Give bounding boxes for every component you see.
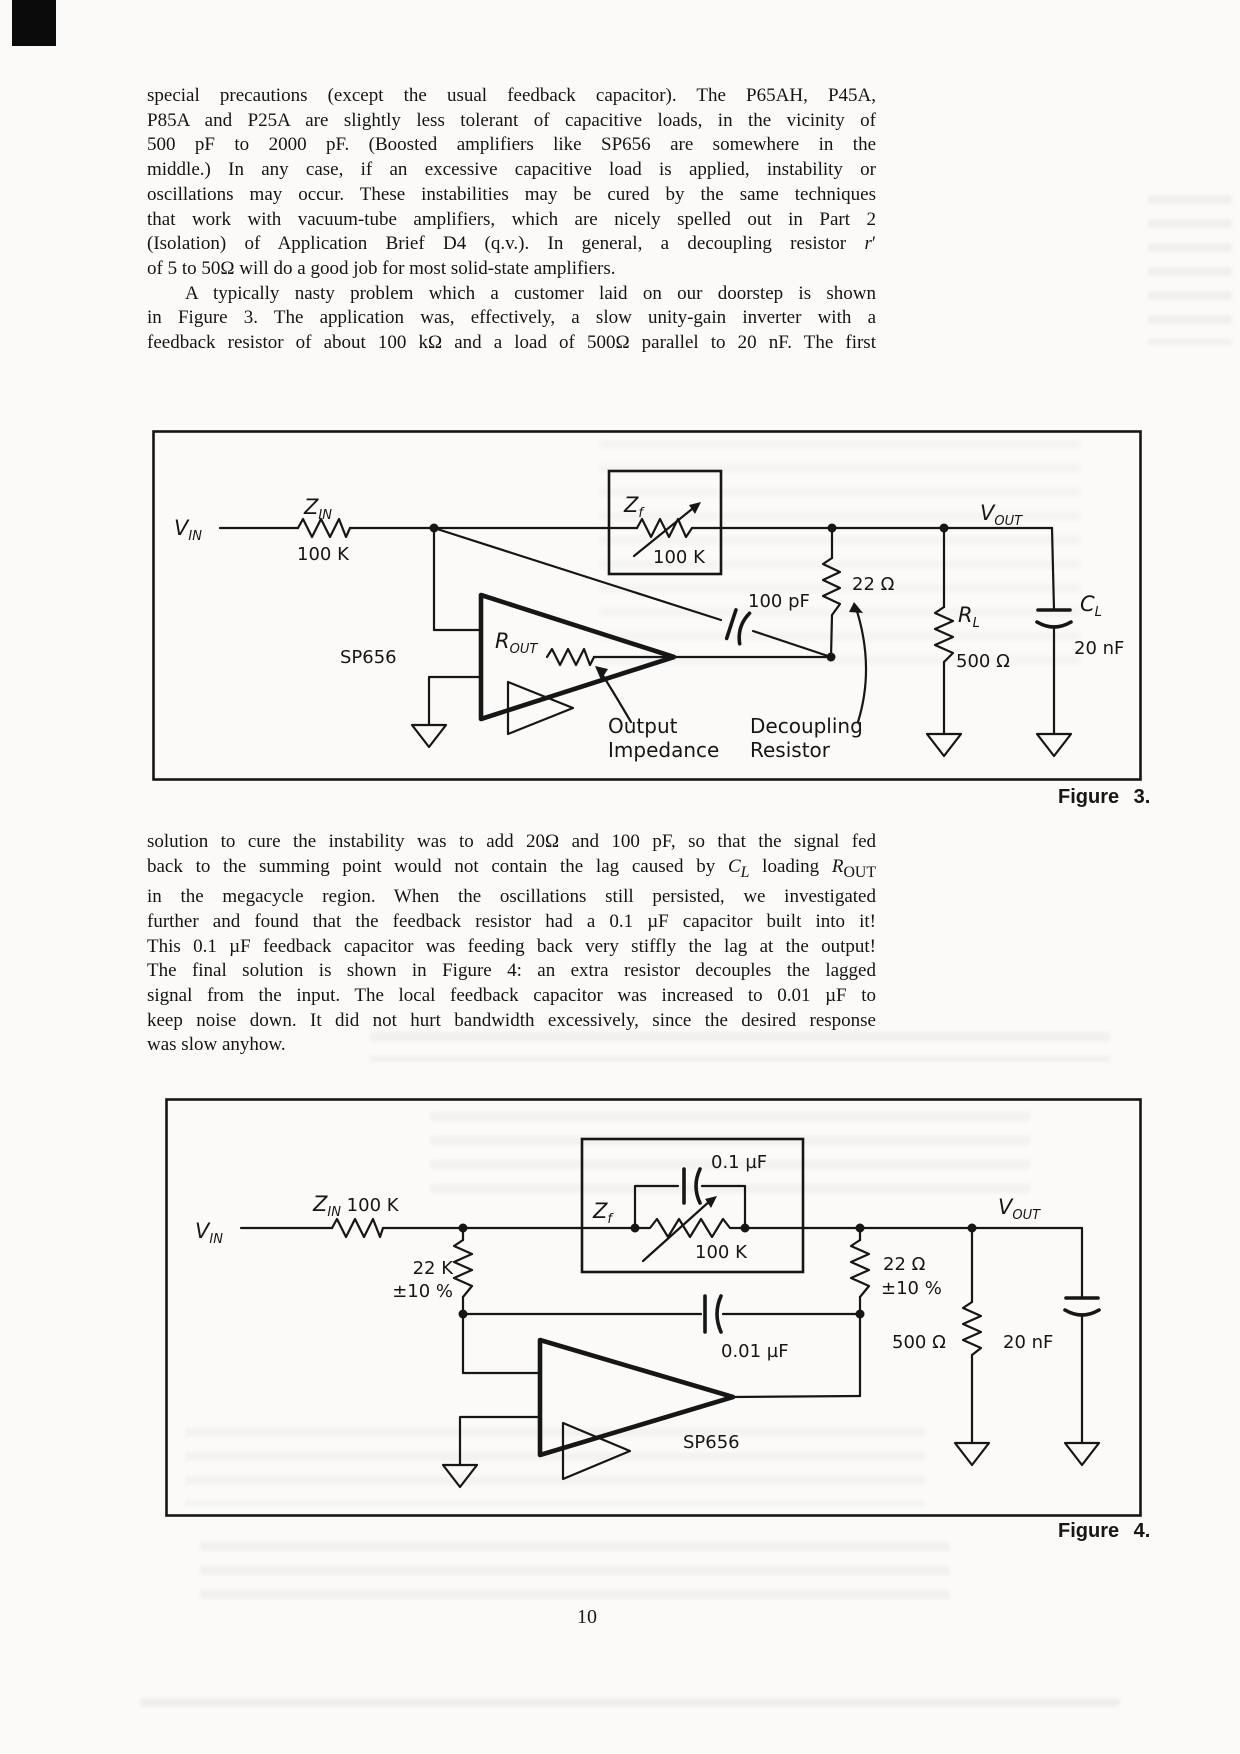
fig4-load-value: 500 Ω bbox=[892, 1332, 946, 1353]
text-line: middle.) In any case, if an excessive capacitive load is applied, instability or bbox=[147, 159, 876, 181]
fig3-zf-network bbox=[609, 471, 721, 574]
fig3-zf-resistor bbox=[637, 519, 692, 537]
text-line: of 5 to 50Ω will do a good job for most solid-state amplifiers. bbox=[147, 257, 616, 279]
fig3-feedback-cap-value: 100 pF bbox=[748, 591, 810, 612]
fig4-decoupling-resistor bbox=[851, 1224, 942, 1315]
text-line: 500 pF to 2000 pF. (Boosted amplifiers like SP656 are somewhere in the bbox=[147, 134, 876, 156]
fig3-rout-label: $R_{OUT}$ bbox=[495, 629, 538, 657]
text-line: back to the summing point would not contain the lag caused by $C_L$ loading $R_{OUT}$ bbox=[147, 855, 876, 881]
fig3-rl-label: $R_L$ bbox=[958, 603, 980, 631]
svg-text:Decoupling: Decoupling bbox=[750, 714, 863, 738]
fig3-ground-symbol bbox=[412, 725, 446, 747]
fig3-annotation-arrow bbox=[856, 608, 866, 722]
fig3-ground-symbol bbox=[927, 734, 961, 756]
text-line: further and found that the feedback resistor had a 0.1 µF capacitor built into it! bbox=[147, 910, 876, 932]
text-line: keep noise down. It did not hurt bandwidth excessively, since the desired response bbox=[147, 1009, 876, 1031]
fig3-rout-resistor bbox=[547, 649, 594, 665]
svg-text:Impedance: Impedance bbox=[608, 738, 720, 762]
fig3-vout-label: $V_{OUT}$ bbox=[980, 501, 1023, 529]
body-paragraph-1 bbox=[147, 84, 876, 356]
fig4-zf-cap-value: 0.1 µF bbox=[711, 1152, 768, 1173]
text-line: signal from the input. The local feedback capacitor was increased to 0.01 µF to bbox=[147, 985, 876, 1007]
fig3-cl-label: $C_L$ bbox=[1080, 592, 1102, 620]
fig4-divider-resistor bbox=[392, 1224, 472, 1315]
fig3-decoupling-annotation bbox=[750, 602, 866, 762]
text-line: oscillations may occur. These instabilities may be cured by the same techniques bbox=[147, 183, 876, 205]
text-line: solution to cure the instability was to add 20Ω and 100 pF, so that the signal fed bbox=[147, 831, 876, 852]
fig4-vout-label: $V_{OUT}$ bbox=[998, 1195, 1041, 1223]
fig4-ground-symbol bbox=[1065, 1443, 1099, 1465]
fig4-zin-label: $Z_{IN}$ 100 K bbox=[313, 1192, 399, 1220]
bleed-through-artifact bbox=[140, 1698, 1120, 1712]
fig3-amp-name: SP656 bbox=[340, 647, 397, 668]
bleed-through-artifact bbox=[1148, 195, 1232, 345]
fig3-zf-value: 100 K bbox=[653, 547, 705, 568]
text-line: A typically nasty problem which a customer laid on our doorstep is shown bbox=[185, 282, 876, 304]
text-line: The final solution is shown in Figure 4: an extra resistor decouples the lagged bbox=[147, 960, 876, 982]
text-line: was slow anyhow. bbox=[147, 1034, 286, 1056]
fig3-zin-label: $Z_{IN}$ bbox=[304, 495, 332, 523]
fig4-zf-value: 100 K bbox=[695, 1242, 747, 1263]
text-line: P85A and P25A are slightly less tolerant of capacitive loads, in the vicinity of bbox=[147, 109, 876, 131]
fig4-local-feedback-branch bbox=[459, 1296, 861, 1362]
fig4-zf-capacitor bbox=[635, 1152, 767, 1228]
figure4-circuit-diagram bbox=[165, 1098, 1142, 1517]
text-line: special precautions (except the usual feedback capacitor). The P65AH, P45A, bbox=[147, 85, 876, 106]
fig4-divider-tolerance: ±10 % bbox=[392, 1281, 453, 1302]
fig4-ground-input bbox=[443, 1417, 540, 1487]
fig3-load-capacitor bbox=[1037, 528, 1124, 756]
figure3-circuit-diagram bbox=[152, 430, 1142, 781]
fig3-output-impedance-annotation bbox=[595, 666, 719, 762]
svg-text:Output: Output bbox=[608, 714, 678, 738]
fig3-vin-label: $V_{IN}$ bbox=[174, 516, 202, 544]
fig4-amp-name: SP656 bbox=[683, 1432, 740, 1453]
fig4-local-cap-value: 0.01 µF bbox=[721, 1341, 789, 1362]
fig4-cl-value: 20 nF bbox=[1003, 1332, 1054, 1353]
fig4-zf-network bbox=[582, 1139, 803, 1272]
text-line: that work with vacuum-tube amplifiers, which are nicely spelled out in Part 2 bbox=[147, 208, 876, 230]
fig3-decoupling-resistor bbox=[823, 524, 895, 658]
fig4-zin-resistor bbox=[332, 1219, 383, 1237]
fig4-decoupling-value: 22 Ω bbox=[883, 1254, 926, 1275]
scan-corner-mark bbox=[12, 0, 56, 46]
fig4-load-capacitor bbox=[1003, 1228, 1099, 1465]
fig4-zf-box bbox=[582, 1139, 803, 1272]
fig3-ground-symbol bbox=[1037, 734, 1071, 756]
figure4-border bbox=[167, 1100, 1141, 1516]
fig3-zf-label: $Z_f$ bbox=[624, 493, 643, 521]
fig4-zf-resistor bbox=[635, 1219, 745, 1237]
svg-text:Resistor: Resistor bbox=[750, 738, 830, 762]
fig3-feedback-capacitor-branch bbox=[434, 528, 831, 657]
page-number: 10 bbox=[577, 1606, 597, 1628]
fig4-amp-input-wire bbox=[463, 1314, 540, 1373]
fig4-divider-value: 22 K bbox=[412, 1258, 453, 1279]
fig3-zin-value: 100 K bbox=[297, 544, 349, 565]
text-line: (Isolation) of Application Brief D4 (q.v.). In general, a decoupling resistor r′ bbox=[147, 233, 876, 255]
fig3-cl-value: 20 nF bbox=[1074, 638, 1125, 659]
text-line: feedback resistor of about 100 kΩ and a load of 500Ω parallel to 20 nF. The first bbox=[147, 332, 876, 354]
fig3-rl-value: 500 Ω bbox=[956, 651, 1010, 672]
text-line: This 0.1 µF feedback capacitor was feeding back very stiffly the lag at the output! bbox=[147, 935, 876, 957]
fig3-load-resistor bbox=[927, 528, 1010, 756]
fig3-amp-input-wire bbox=[434, 528, 481, 630]
text-line: in Figure 3. The application was, effectively, a slow unity-gain inverter with a bbox=[147, 307, 876, 329]
fig3-decoupling-resistor-value: 22 Ω bbox=[852, 574, 895, 595]
text-line: in the megacycle region. When the oscillations still persisted, we investigated bbox=[147, 886, 876, 908]
figure3-caption: Figure 3. bbox=[1058, 786, 1151, 808]
fig4-vin-label: $V_{IN}$ bbox=[195, 1219, 223, 1247]
body-paragraph-2 bbox=[147, 830, 876, 1058]
fig4-ground-symbol bbox=[955, 1443, 989, 1465]
fig3-ground-input bbox=[412, 677, 481, 747]
fig4-zf-label: $Z_f$ bbox=[593, 1199, 612, 1227]
fig4-ground-symbol bbox=[443, 1465, 477, 1487]
figure4-caption: Figure 4. bbox=[1058, 1520, 1151, 1542]
bleed-through-artifact bbox=[200, 1542, 950, 1604]
fig4-decoupling-tolerance: ±10 % bbox=[881, 1278, 942, 1299]
fig4-amplifier bbox=[540, 1340, 733, 1479]
